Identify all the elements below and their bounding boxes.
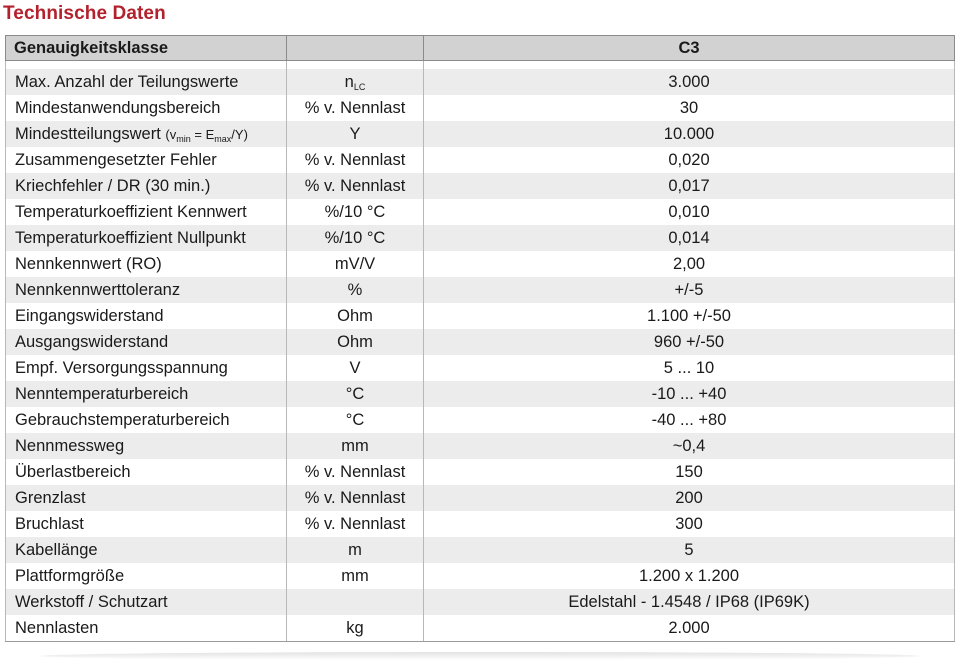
table-row bbox=[6, 147, 955, 173]
row-unit: % v. Nennlast bbox=[287, 459, 424, 485]
table-row bbox=[6, 407, 955, 433]
row-label: Empf. Versorgungsspannung bbox=[6, 355, 287, 381]
row-value: 0,010 bbox=[424, 199, 955, 225]
label-paren-open: (v bbox=[165, 126, 177, 142]
table-row bbox=[6, 251, 955, 277]
row-unit: mm bbox=[287, 433, 424, 459]
header-unit bbox=[287, 36, 424, 61]
row-unit bbox=[287, 589, 424, 615]
row-label: Nenntemperaturbereich bbox=[6, 381, 287, 407]
table-row bbox=[6, 95, 955, 121]
header-class-value: C3 bbox=[424, 36, 955, 61]
row-value: 0,017 bbox=[424, 173, 955, 199]
label-sub-max: max bbox=[214, 133, 232, 144]
row-value: 1.100 +/-50 bbox=[424, 303, 955, 329]
label-equals: = E bbox=[190, 126, 215, 142]
row-label: Kabellänge bbox=[6, 537, 287, 563]
spec-table bbox=[5, 35, 955, 642]
label-tail: /Y) bbox=[231, 126, 248, 142]
table-row bbox=[6, 199, 955, 225]
row-label: Ausgangswiderstand bbox=[6, 329, 287, 355]
table-row bbox=[6, 433, 955, 459]
label-main: Mindestteilungswert bbox=[15, 124, 161, 143]
row-value: 1.200 x 1.200 bbox=[424, 563, 955, 589]
row-value: -10 ... +40 bbox=[424, 381, 955, 407]
header-accuracy-class: Genauigkeitsklasse bbox=[6, 36, 287, 61]
row-label: Nennmessweg bbox=[6, 433, 287, 459]
unit-subscript: LC bbox=[353, 81, 366, 92]
table-row bbox=[6, 225, 955, 251]
row-unit: Ohm bbox=[287, 329, 424, 355]
row-label: Mindestanwendungsbereich bbox=[6, 95, 287, 121]
row-unit: % v. Nennlast bbox=[287, 173, 424, 199]
table-row bbox=[6, 329, 955, 355]
row-value: 300 bbox=[424, 511, 955, 537]
row-unit: mm bbox=[287, 563, 424, 589]
unit-symbol: n bbox=[344, 72, 354, 91]
table-drop-shadow bbox=[40, 652, 920, 660]
row-value: 960 +/-50 bbox=[424, 329, 955, 355]
table-row bbox=[6, 537, 955, 563]
table-row bbox=[6, 589, 955, 615]
row-value: 0,020 bbox=[424, 147, 955, 173]
row-label: Werkstoff / Schutzart bbox=[6, 589, 287, 615]
row-unit: % v. Nennlast bbox=[287, 485, 424, 511]
row-label: Nennkennwerttoleranz bbox=[6, 277, 287, 303]
row-unit: Ohm bbox=[287, 303, 424, 329]
row-unit: Y bbox=[287, 121, 424, 147]
row-label bbox=[6, 121, 287, 147]
table-row bbox=[6, 303, 955, 329]
row-value: ~0,4 bbox=[424, 433, 955, 459]
row-label: Überlastbereich bbox=[6, 459, 287, 485]
table-header-row bbox=[6, 36, 955, 61]
row-unit: % v. Nennlast bbox=[287, 147, 424, 173]
row-unit: °C bbox=[287, 407, 424, 433]
row-value: +/-5 bbox=[424, 277, 955, 303]
row-unit: %/10 °C bbox=[287, 225, 424, 251]
table-row bbox=[6, 69, 955, 95]
section-title: Technische Daten bbox=[3, 3, 166, 24]
table-row bbox=[6, 121, 955, 147]
row-label: Temperaturkoeffizient Kennwert bbox=[6, 199, 287, 225]
row-label: Eingangswiderstand bbox=[6, 303, 287, 329]
row-unit: % bbox=[287, 277, 424, 303]
row-unit: % v. Nennlast bbox=[287, 95, 424, 121]
spacer-row bbox=[6, 61, 955, 70]
table-row bbox=[6, 615, 955, 642]
row-unit: mV/V bbox=[287, 251, 424, 277]
table-row bbox=[6, 277, 955, 303]
row-label: Grenzlast bbox=[6, 485, 287, 511]
row-label: Nennlasten bbox=[6, 615, 287, 642]
row-value: 10.000 bbox=[424, 121, 955, 147]
row-value: 5 ... 10 bbox=[424, 355, 955, 381]
row-value: -40 ... +80 bbox=[424, 407, 955, 433]
row-label: Nennkennwert (RO) bbox=[6, 251, 287, 277]
row-value: 200 bbox=[424, 485, 955, 511]
row-unit: m bbox=[287, 537, 424, 563]
row-value: 2.000 bbox=[424, 615, 955, 642]
table-row bbox=[6, 485, 955, 511]
table-row bbox=[6, 511, 955, 537]
row-value: 2,00 bbox=[424, 251, 955, 277]
row-value: 150 bbox=[424, 459, 955, 485]
row-label: Plattformgröße bbox=[6, 563, 287, 589]
row-unit: kg bbox=[287, 615, 424, 642]
table-row bbox=[6, 459, 955, 485]
row-label: Gebrauchstemperaturbereich bbox=[6, 407, 287, 433]
row-value: Edelstahl - 1.4548 / IP68 (IP69K) bbox=[424, 589, 955, 615]
row-value: 30 bbox=[424, 95, 955, 121]
table-row bbox=[6, 173, 955, 199]
row-unit bbox=[287, 69, 424, 95]
row-label: Max. Anzahl der Teilungswerte bbox=[6, 69, 287, 95]
table-row bbox=[6, 563, 955, 589]
row-label: Kriechfehler / DR (30 min.) bbox=[6, 173, 287, 199]
row-label: Temperaturkoeffizient Nullpunkt bbox=[6, 225, 287, 251]
row-unit: °C bbox=[287, 381, 424, 407]
row-value: 3.000 bbox=[424, 69, 955, 95]
row-label: Bruchlast bbox=[6, 511, 287, 537]
row-unit: % v. Nennlast bbox=[287, 511, 424, 537]
row-value: 0,014 bbox=[424, 225, 955, 251]
row-unit: %/10 °C bbox=[287, 199, 424, 225]
table-row bbox=[6, 381, 955, 407]
row-value: 5 bbox=[424, 537, 955, 563]
label-sub-min: min bbox=[176, 133, 191, 144]
table-row bbox=[6, 355, 955, 381]
row-unit: V bbox=[287, 355, 424, 381]
row-label: Zusammengesetzter Fehler bbox=[6, 147, 287, 173]
